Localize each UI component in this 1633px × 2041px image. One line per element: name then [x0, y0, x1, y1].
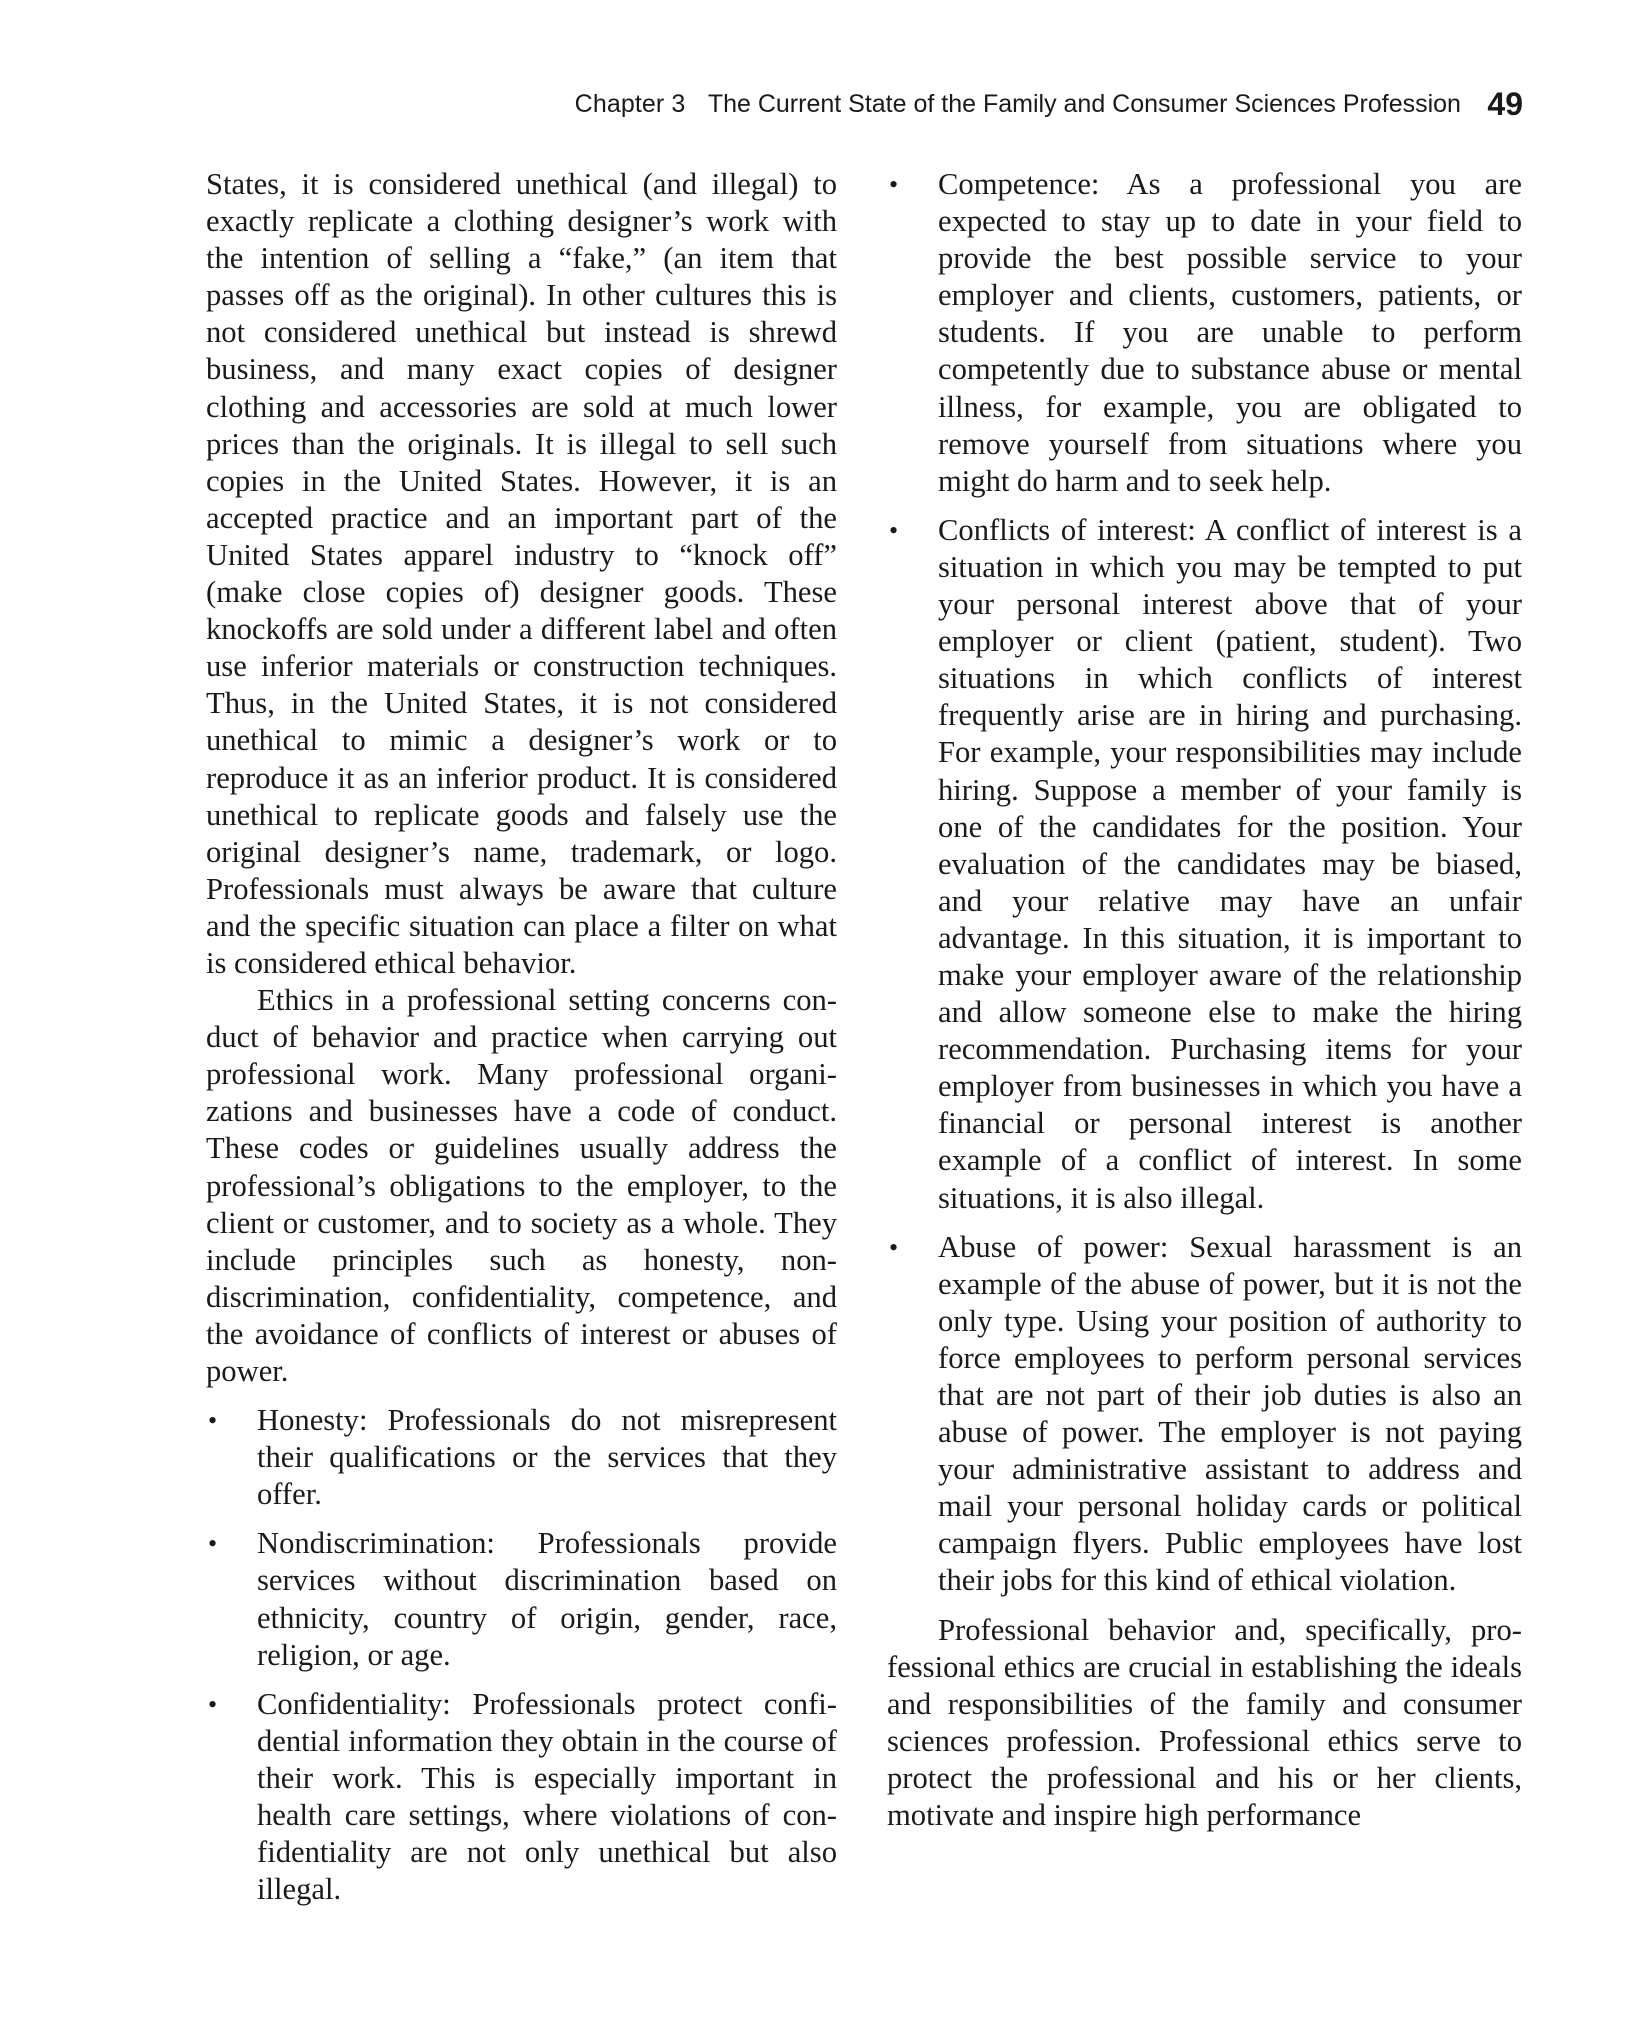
bullet-icon: •	[889, 170, 899, 199]
list-item-text: Abuse of power: Sexual harassment is an example of the abuse of power, but it is not the only type. Using your position of authority to force employees to perform personal services that are not part of their job duties is also an abuse of power. The employer is not paying your administrative assistant to address and mail your personal holiday cards or political campaign flyers. Public employees have lost their jobs for this kind of ethical violation.	[938, 1229, 1522, 1598]
list-item-text: Nondiscrimination: Professionals provide services without discrimination based on ethnicity, country of origin, gender, race, religion, or age.	[257, 1526, 837, 1672]
bullet-icon: •	[889, 1232, 899, 1262]
list-item-conflicts-of-interest	[887, 512, 1522, 1217]
chapter-title: The Current State of the Family and Consumer Sciences Profession	[707, 90, 1461, 118]
list-item-text: Competence: As a professional you are expected to stay up to date in your field to provide the best possible service to your employer and clients, customers, patients, or students. If you are unable to perform competently due to substance abuse or mental illness, for example, you are obligated to remove yourself from situations where you might do harm and to seek help.	[938, 167, 1522, 498]
list-item-honesty	[206, 1402, 837, 1513]
list-item-text: Confidentiality: Professionals protect confidential information they obtain in the course of their work. This is especially important in health care settings, where violations of confidentiality are not only unethical but also illegal.	[257, 1686, 837, 1907]
list-item-competence	[887, 166, 1522, 500]
page-number: 49	[1487, 86, 1523, 122]
bullet-icon: •	[889, 515, 899, 545]
left-column	[206, 166, 837, 1920]
bullet-icon: •	[208, 1689, 218, 1719]
chapter-label: Chapter 3	[574, 90, 686, 118]
paragraph-continued: States, it is considered unethical (and illegal) to exactly replicate a clothing designer’s work with the intention of selling a “fake,” (an item that passes off as the original). In other cultures this is not considered unethical but instead is shrewd business, and many exact copies of designer clothing and accessories are sold at much lower prices than the originals. It is illegal to sell such copies in the United States. However, it is an accepted practice and an important part of the United States apparel industry to “knock off” (make close copies of) designer goods. These knockoffs are sold under a different label and often use inferior materials or construction techniques. Thus, in the United States, it is not considered unethical to mimic a designer’s work or to reproduce it as an inferior product. It is considered unethical to replicate goods and falsely use the original designer’s name, trademark, or logo. Professionals must always be aware that culture and the specific situation can place a filter on what is considered ethical behavior.	[206, 167, 837, 980]
bullet-icon: •	[208, 1529, 218, 1559]
bullet-icon: •	[208, 1406, 218, 1436]
paragraph-ethics-professional-setting: Ethics in a professional setting concerns conduct of behavior and practice when carrying out professional work. Many professional organizations and businesses have a code of conduct. These codes or guidelines usually address the professional’s obligations to the employer, to the client or customer, and to society as a whole. They include principles such as honesty, nondiscrimination, confidentiality, competence, and the avoidance of conflicts of interest or abuses of power.	[206, 983, 837, 1388]
list-item-text: Conflicts of interest: A conflict of interest is a situation in which you may be tempted to put your personal interest above that of your employer or client (patient, student). Two situations in which conflicts of interest frequently arise are in hiring and purchasing. For example, your responsibilities may include hiring. Suppose a member of your family is one of the candidates for the position. Your evaluation of the candidates may be biased, and your relative may have an unfair advantage. In this situation, it is important to make your employer aware of the relationship and allow someone else to make the hiring recommendation. Purchasing items for your employer from businesses in which you have a financial or personal interest is another example of a conflict of interest. In some situations, it is also illegal.	[938, 512, 1522, 1215]
paragraph-professional-behavior: Professional behavior and, specifically, professional ethics are crucial in establishing the ideals and responsibilities of the family and consumer sciences profession. Professional ethics serve to protect the professional and his or her clients, motivate and inspire high performance	[887, 1612, 1522, 1833]
list-item-confidentiality	[206, 1686, 837, 1909]
principles-list-left	[206, 1402, 837, 1908]
right-column	[887, 166, 1522, 1834]
list-item-text: Honesty: Professionals do not misrepresent their qualifications or the services that they offer.	[257, 1403, 837, 1512]
principles-list-right	[887, 166, 1522, 1600]
running-header	[200, 86, 1523, 130]
list-item-abuse-of-power	[887, 1229, 1522, 1600]
list-item-nondiscrimination	[206, 1525, 837, 1673]
